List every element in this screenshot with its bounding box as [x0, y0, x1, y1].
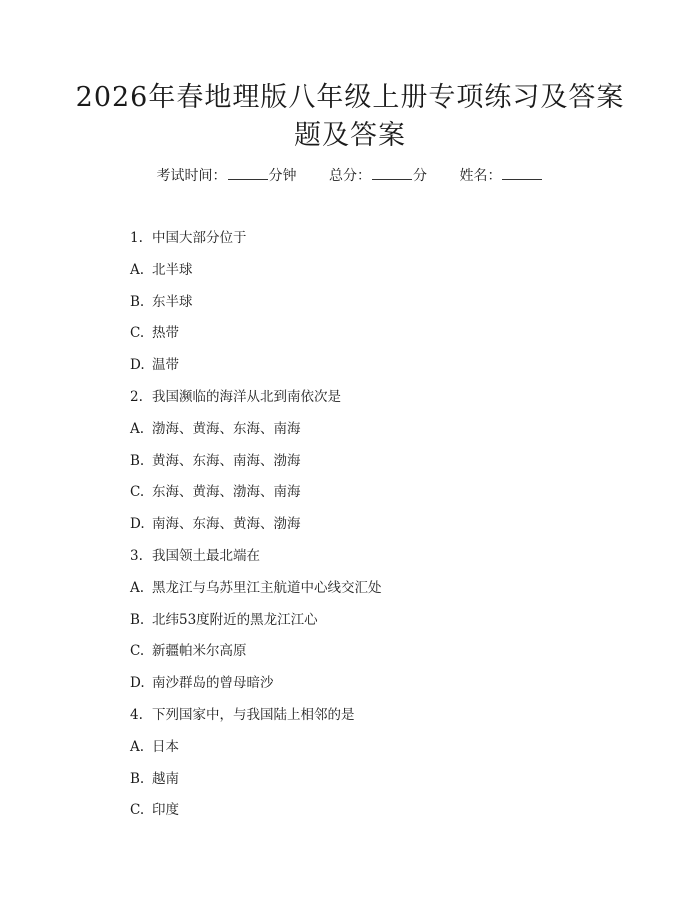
exam-score-label: 总分：: [329, 168, 371, 184]
option-mark: B.: [130, 611, 145, 628]
answer-option[interactable]: [130, 449, 650, 481]
question-number: 3.: [130, 547, 143, 564]
exam-time: [157, 166, 297, 186]
exam-time-unit: 分钟: [268, 168, 297, 184]
question-text: 我国领土最北端在: [152, 547, 260, 564]
answer-option[interactable]: [130, 798, 650, 830]
answer-option[interactable]: [130, 639, 650, 671]
question-number: 2.: [130, 388, 143, 405]
option-mark: A.: [130, 420, 145, 437]
answer-option[interactable]: [130, 512, 650, 544]
option-text: 越南: [152, 770, 179, 787]
option-mark: A.: [130, 738, 145, 755]
question-stem: [130, 544, 650, 576]
answer-option[interactable]: [130, 767, 650, 799]
exam-score-unit: 分: [413, 168, 427, 184]
option-text: 北半球: [152, 261, 193, 278]
exam-score-blank[interactable]: [372, 167, 412, 180]
option-mark: D.: [130, 675, 145, 692]
option-mark: C.: [130, 325, 145, 342]
option-mark: C.: [130, 802, 145, 819]
option-text: 南海、东海、黄海、渤海: [152, 516, 301, 533]
exam-score: [329, 166, 427, 186]
student-name-blank[interactable]: [502, 167, 542, 180]
question-number: 1.: [130, 230, 143, 246]
option-mark: B.: [130, 770, 145, 787]
option-mark: B.: [130, 452, 145, 469]
option-text: 黄海、东海、南海、渤海: [152, 452, 301, 469]
option-mark: D.: [130, 516, 145, 533]
option-text: 新疆帕米尔高原: [152, 643, 247, 660]
option-text: 日本: [152, 738, 179, 755]
option-mark: A.: [130, 261, 145, 278]
question-stem: [130, 703, 650, 735]
option-text: 热带: [152, 325, 179, 342]
exam-time-label: 考试时间：: [156, 168, 227, 184]
student-name: [459, 166, 543, 186]
page-title-line-1: 2026年春地理版八年级上册专项练习及答案: [75, 82, 625, 113]
option-mark: C.: [130, 643, 145, 660]
option-text: 北纬53度附近的黑龙江江心: [152, 611, 318, 628]
exam-meta: [0, 166, 700, 186]
option-mark: D.: [130, 357, 145, 374]
answer-option[interactable]: [130, 290, 650, 322]
student-name-label: 姓名：: [459, 168, 502, 184]
answer-option[interactable]: [130, 480, 650, 512]
question-stem: [130, 385, 650, 417]
question-stem: [130, 226, 650, 258]
answer-option[interactable]: [130, 735, 650, 767]
option-text: 印度: [152, 802, 179, 819]
option-text: 东半球: [152, 293, 193, 310]
option-text: 温带: [152, 357, 179, 374]
page-title-line-2: 题及答案: [294, 120, 406, 151]
option-text: 黑龙江与乌苏里江主航道中心线交汇处: [152, 579, 382, 596]
option-mark: B.: [130, 293, 145, 310]
option-text: 东海、黄海、渤海、南海: [152, 484, 301, 501]
answer-option[interactable]: [130, 417, 650, 449]
option-mark: C.: [130, 484, 145, 501]
question-list: [130, 226, 650, 830]
answer-option[interactable]: [130, 671, 650, 703]
question-text: 中国大部分位于: [152, 230, 247, 246]
answer-option[interactable]: [130, 608, 650, 640]
option-text: 南沙群岛的曾母暗沙: [152, 675, 274, 692]
question-text: 我国濒临的海洋从北到南依次是: [152, 388, 341, 405]
answer-option[interactable]: [130, 258, 650, 290]
question-text: 下列国家中，与我国陆上相邻的是: [152, 706, 355, 723]
answer-option[interactable]: [130, 576, 650, 608]
answer-option[interactable]: [130, 353, 650, 385]
question-number: 4.: [130, 706, 143, 723]
exam-time-blank[interactable]: [228, 167, 268, 180]
option-text: 渤海、黄海、东海、南海: [152, 420, 301, 437]
option-mark: A.: [130, 579, 145, 596]
answer-option[interactable]: [130, 321, 650, 353]
